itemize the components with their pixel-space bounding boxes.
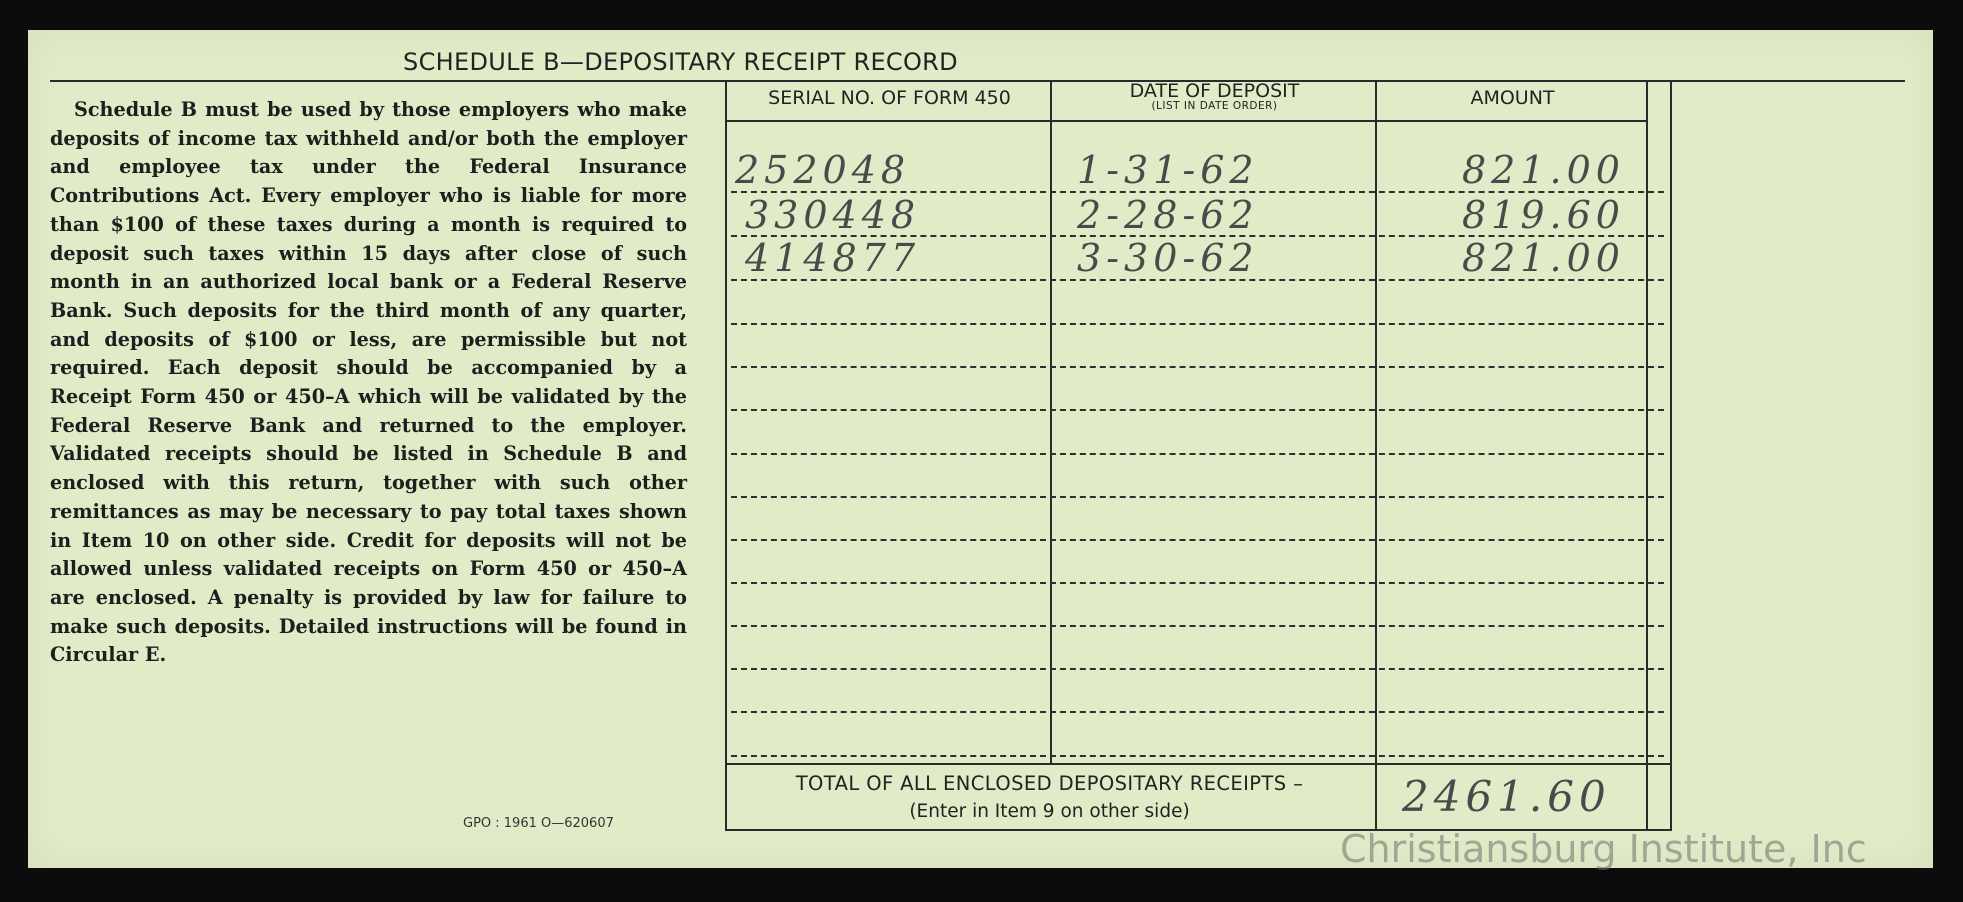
row-line (731, 539, 1664, 541)
row-line (731, 409, 1664, 411)
column-divider (1050, 80, 1052, 763)
row-line (731, 625, 1664, 627)
row-date: 1-31-62 (1077, 148, 1259, 192)
total-rule (727, 763, 1670, 765)
row-line (731, 582, 1664, 584)
row-serial: 414877 (745, 236, 921, 280)
row-line (731, 323, 1664, 325)
header-amount: AMOUNT (1377, 80, 1648, 122)
row-date: 3-30-62 (1077, 236, 1259, 280)
header-date: DATE OF DEPOSIT (LIST IN DATE ORDER) (1052, 80, 1377, 122)
printer-code: GPO : 1961 O—620607 (463, 816, 614, 831)
row-serial: 330448 (745, 193, 921, 237)
row-line (731, 496, 1664, 498)
form-title: SCHEDULE B—DEPOSITARY RECEIPT RECORD (403, 48, 958, 76)
row-line (731, 755, 1664, 757)
total-label: TOTAL OF ALL ENCLOSED DEPOSITARY RECEIPTS – (Enter in Item 9 on other side) (795, 772, 1304, 822)
row-line (731, 668, 1664, 670)
header-date-note: (LIST IN DATE ORDER) (1151, 100, 1278, 112)
watermark: Christiansburg Institute, Inc (1340, 827, 1867, 871)
total-amount: 2461.60 (1402, 772, 1611, 821)
header-serial: SERIAL NO. OF FORM 450 (727, 80, 1052, 122)
row-serial: 252048 (735, 148, 911, 192)
row-line (731, 453, 1664, 455)
row-amount: 821.00 (1462, 236, 1625, 280)
row-date: 2-28-62 (1077, 193, 1259, 237)
instructions-text: Schedule B must be used by those employers who make deposits of income tax withheld and/or both the employer and employee tax under the Federal Insurance Contributions Act. Every employer who is liable for more than $100 of these taxes during a month is required to deposit such taxes within 15 days after close of such month in an authorized local bank or a Federal Reserve Bank. Such deposits for the third month of any quarter, and deposits of $100 or less, are permissible but not required. Each deposit should be accompanied by a Receipt Form 450 or 450–A which will be validated by the Federal Reserve Bank and returned to the employer. Validated receipts should be listed in Schedule B and enclosed with this return, together with such other remittances as may be necessary to pay total taxes shown in Item 10 on other side. Credit for deposits will not be allowed unless validated receipts on Form 450 or 450–A are enclosed. A penalty is provided by law for failure to make such deposits. Detailed instructions will be found in Circular E. (50, 98, 687, 667)
row-amount: 821.00 (1462, 148, 1625, 192)
form-paper (28, 30, 1933, 871)
row-line (731, 366, 1664, 368)
row-line (731, 711, 1664, 713)
row-amount: 819.60 (1462, 193, 1625, 237)
deposit-table (725, 80, 1672, 831)
